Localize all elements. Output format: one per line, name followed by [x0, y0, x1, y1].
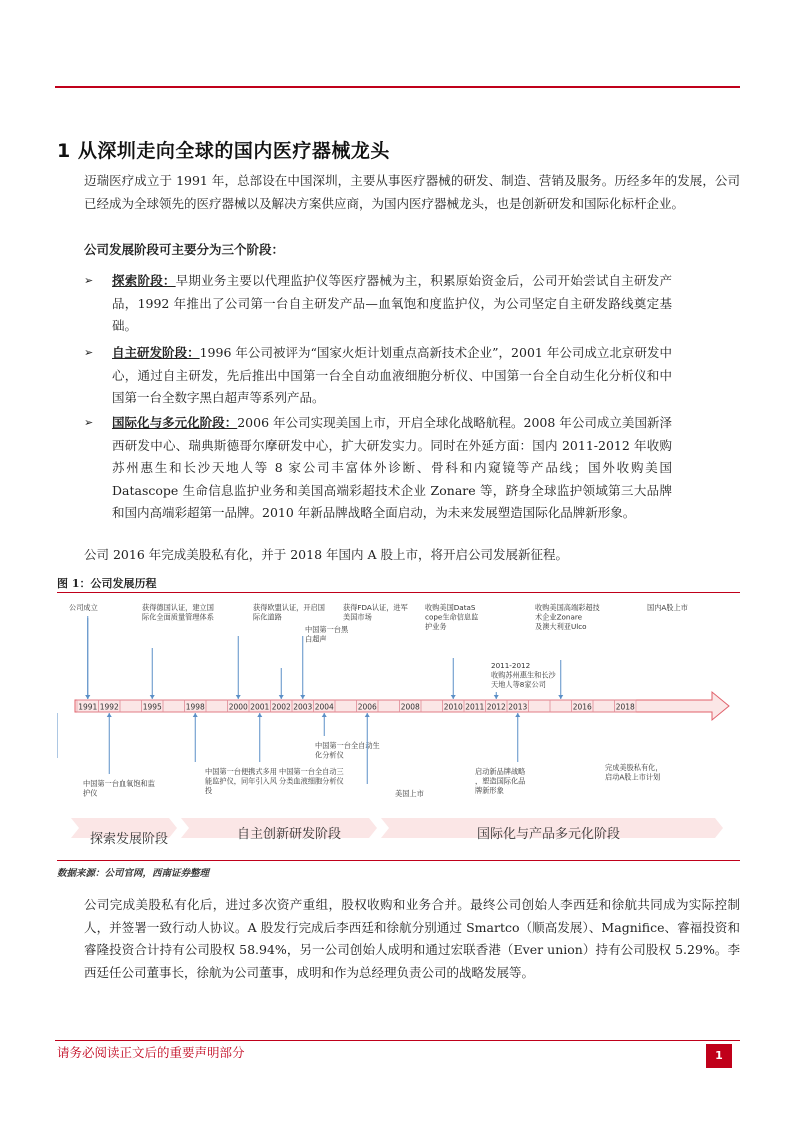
event-label-below: 中国第一台便携式多用能监护仪，同年引入风投 [205, 767, 277, 795]
event-arrowhead [515, 713, 520, 717]
event-label-below: 完成美股私有化，启动A股上市计划 [605, 763, 663, 782]
event-arrowhead [300, 695, 305, 699]
event-arrowhead [150, 695, 155, 699]
year-label: 1992 [99, 702, 119, 712]
section-title: 1 从深圳走向全球的国内医疗器械龙头 [57, 140, 390, 162]
bullet-body: 1996 年公司被评为“国家火炬计划重点高新技术企业”，2001 年公司成立北京研发中心，通过自主研发，先后推出中国第一台全自动血液细胞分析仪、中国第一台全自动生化分析仪和中国第一台全数字黑白超声等系列产品。 [112, 345, 672, 405]
event-label-below: 中国第一台全自动生化分析仪 [315, 741, 380, 760]
year-label: 2013 [508, 702, 528, 712]
year-label: 2004 [314, 702, 334, 712]
event-arrowhead [322, 713, 327, 717]
event-arrowhead [257, 713, 262, 717]
event-label-above: 国内A股上市 [647, 603, 688, 612]
event-label-below: 启动新品牌战略，塑造国际化品牌新形象 [475, 767, 526, 795]
event-arrowhead [279, 695, 284, 699]
development-timeline [57, 596, 740, 858]
event-arrowhead [85, 695, 90, 699]
event-arrowhead [107, 713, 112, 717]
phase-label: 国际化与产品多元化阶段 [477, 827, 621, 842]
bullet-body: 2006 年公司实现美国上市，开启全球化战略航程。2008 年公司成立美国新泽西研发中心、瑞典斯德哥尔摩研发中心，扩大研发实力。同时在外延方面：国内 2011-2012 年收购苏州惠生和长沙天地人等 8 家公司丰富体外诊断、骨科和内窥镜等产品线；国外收购美国 Datascope 生命信息监护业务和美国高端彩超技术企业 Zonare 等，跻身全球监护领域第三大品牌和国内高端彩超第一品牌。2010 年新品牌战略全面启动，为未来发展塑造国际化品牌新形象。 [112, 415, 672, 520]
figure-top-rule [57, 592, 740, 593]
bullet-arrow-icon: ➢ [84, 274, 94, 287]
bullet-text [112, 270, 672, 338]
event-label-above: 获得FDA认证，进军美国市场 [343, 603, 408, 622]
event-label-below: 美国上市 [395, 789, 424, 798]
listing-paragraph: 公司 2016 年完成美股私有化，并于 2018 年国内 A 股上市，将开启公司发展新征程。 [84, 547, 568, 562]
bullet-head: 国际化与多元化阶段： [112, 415, 238, 430]
event-label-above: 收购美国DataS cope生命信息监护业务 [425, 603, 479, 631]
bullet-body: 早期业务主要以代理监护仪等医疗器械为主，积累原始资金后，公司开始尝试自主研发产品，1992 年推出了公司第一台自主研发产品—血氧饱和度监护仪，为公司坚定自主研发路线奠定基础。 [112, 273, 672, 333]
year-label: 2006 [357, 702, 377, 712]
year-label: 2011 [465, 702, 485, 712]
phase-label: 探索发展阶段 [90, 832, 169, 847]
below-events [57, 713, 663, 798]
year-label: 1998 [185, 702, 205, 712]
year-label: 2008 [400, 702, 420, 712]
year-label: 2002 [271, 702, 291, 712]
year-label: 1995 [142, 702, 162, 712]
event-arrowhead [193, 713, 198, 717]
event-arrowhead [365, 713, 370, 717]
bullet-text [112, 412, 672, 525]
bullet-arrow-icon: ➢ [84, 346, 94, 359]
bullet-head: 探索阶段： [112, 273, 176, 288]
figure-caption: 图 1：公司发展历程 [57, 577, 157, 590]
phase-label: 自主创新研发阶段 [237, 827, 342, 842]
data-source: 数据来源：公司官网，西南证券整理 [57, 868, 210, 879]
bullet-text [112, 342, 672, 410]
event-label-above: 中国第一台黑白超声 [305, 625, 349, 644]
year-label: 2010 [443, 702, 463, 712]
year-label: 2000 [228, 702, 248, 712]
event-arrowhead [494, 695, 499, 699]
event-label-above: 公司成立 [69, 603, 98, 612]
event-label-above: 2011-2012 收购苏州惠生和长沙天地人等8家公司 [491, 661, 556, 689]
footer-rule [55, 1040, 740, 1041]
page-number: 1 [706, 1044, 732, 1068]
above-events [69, 603, 688, 699]
year-label: 2016 [572, 702, 592, 712]
intro-paragraph: 迈瑞医疗成立于 1991 年，总部设在中国深圳，主要从事医疗器械的研发、制造、营销及服务。历经多年的发展，公司已经成为全球领先的医疗器械以及解决方案供应商，为国内医疗器械龙头，也是创新研发和国际化标杆企业。 [84, 173, 740, 211]
stages-subheading: 公司发展阶段可主要分为三个阶段： [84, 242, 285, 257]
ownership-paragraph: 公司完成美股私有化后，进过多次资产重组，股权收购和业务合并。最终公司创始人李西廷和徐航共同成为实际控制人，并签署一致行动人协议。A 股发行完成后李西廷和徐航分别通过 Smartco（顺高发展）、Magnifice、睿福投资和睿隆投资合计持有公司股权 58.94%，另一公司创始人成明和通过宏联香港（Ever union）持有公司股权 5.29%。李西廷任公司董事长，徐航为公司董事，成明和作为总经理负责公司的战略发展等。 [84, 897, 740, 980]
event-label-above: 获得欧盟认证，开启国际化道路 [253, 603, 325, 622]
phase-arrows [71, 818, 723, 847]
event-label-below: 中国第一台血氧饱和监护仪 [83, 779, 155, 798]
year-label: 1991 [78, 702, 98, 712]
footer-disclaimer: 请务必阅读正文后的重要声明部分 [57, 1045, 245, 1060]
event-label-above: 获得德国认证，建立国际化全面质量管理体系 [142, 603, 214, 622]
event-arrowhead [236, 695, 241, 699]
event-arrowhead [451, 695, 456, 699]
year-label: 2018 [615, 702, 635, 712]
year-label: 2003 [293, 702, 313, 712]
header-rule [55, 86, 740, 88]
event-arrowhead [558, 695, 563, 699]
year-label: 2001 [250, 702, 270, 712]
event-label-above: 收购美国高端彩超技术企业Zonare 及澳大利亚Ulco [535, 603, 600, 631]
bullet-arrow-icon: ➢ [84, 416, 94, 429]
event-label-below: 中国第一台全自动三分类血液细胞分析仪 [279, 767, 344, 786]
figure-bottom-rule [57, 860, 740, 861]
bullet-head: 自主研发阶段： [112, 345, 200, 360]
year-label: 2012 [486, 702, 506, 712]
